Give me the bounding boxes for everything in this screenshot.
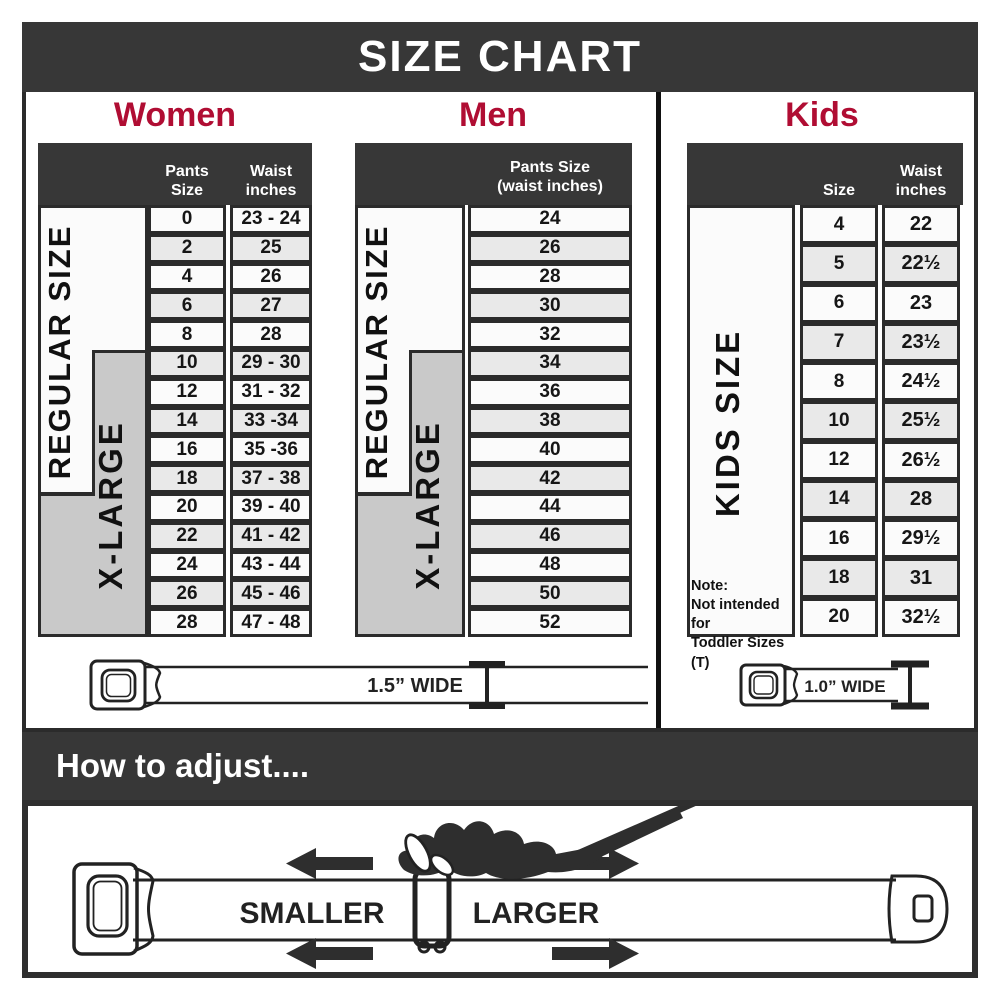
section-divider [656, 92, 661, 728]
table-row [148, 407, 312, 436]
table-cell: 4 [148, 263, 226, 292]
table-row [800, 323, 960, 362]
kids-note: Note: Not intended for Toddler Sizes (T) [691, 578, 785, 671]
table-cell: 46 [468, 522, 632, 551]
table-cell: 20 [148, 493, 226, 522]
men-section-heading: Men [459, 96, 527, 134]
table-cell: 18 [800, 558, 878, 597]
table-cell: 33 -34 [230, 407, 312, 436]
women-pants-size-header: Pants Size [165, 163, 209, 199]
adult-belt-illustration [88, 654, 648, 716]
kids-section-heading: Kids [785, 96, 859, 134]
men-pants-size-header: Pants Size (waist inches) [497, 159, 603, 195]
table-cell: 47 - 48 [230, 608, 312, 637]
table-row [148, 464, 312, 493]
men-size-table [355, 143, 632, 637]
table-cell: 31 - 32 [230, 378, 312, 407]
table-cell: 28 [468, 263, 632, 292]
kids-size-label-box [687, 205, 795, 637]
table-cell: 6 [800, 284, 878, 323]
table-row [800, 362, 960, 401]
table-cell: 6 [148, 291, 226, 320]
table-cell: 7 [800, 323, 878, 362]
table-row [468, 291, 632, 320]
belt-tail-icon [889, 876, 947, 942]
how-to-adjust-bar [22, 732, 978, 800]
table-row [468, 464, 632, 493]
table-cell: 39 - 40 [230, 493, 312, 522]
adult-belt-width-label: 1.5” WIDE [367, 675, 463, 697]
how-to-adjust-heading: How to adjust.... [56, 747, 309, 784]
table-cell: 8 [148, 320, 226, 349]
table-row [148, 435, 312, 464]
table-cell: 12 [148, 378, 226, 407]
men-table-header [355, 143, 632, 205]
main-panel [22, 92, 978, 732]
table-row [148, 263, 312, 292]
table-row [468, 435, 632, 464]
table-cell: 25 [230, 234, 312, 263]
table-cell: 36 [468, 378, 632, 407]
larger-label: LARGER [472, 897, 600, 930]
page-title: SIZE CHART [358, 32, 642, 81]
table-row [468, 263, 632, 292]
table-cell: 37 - 38 [230, 464, 312, 493]
table-row [468, 493, 632, 522]
women-regular-size-label: REGULAR SIZE [42, 224, 77, 480]
table-cell: 48 [468, 551, 632, 580]
women-size-table [38, 143, 312, 637]
men-table-body [468, 205, 632, 637]
table-cell: 38 [468, 407, 632, 436]
table-row [468, 407, 632, 436]
table-row [468, 608, 632, 637]
table-cell: 23 - 24 [230, 205, 312, 234]
women-waist-header: Waist inches [245, 163, 297, 199]
table-cell: 26½ [882, 441, 960, 480]
table-cell: 30 [468, 291, 632, 320]
table-cell: 24 [468, 205, 632, 234]
table-cell: 45 - 46 [230, 579, 312, 608]
women-xlarge-label: X-LARGE [92, 420, 129, 590]
table-cell: 10 [800, 401, 878, 440]
table-cell: 35 -36 [230, 435, 312, 464]
smaller-label: SMALLER [239, 897, 385, 930]
women-size-range-labels [38, 205, 148, 637]
table-cell: 16 [148, 435, 226, 464]
table-row [148, 493, 312, 522]
women-section-heading: Women [113, 96, 237, 134]
table-cell: 4 [800, 205, 878, 244]
kids-belt-illustration [738, 654, 950, 716]
adjust-illustration [28, 806, 972, 972]
table-row [148, 234, 312, 263]
adjust-illustration-box [22, 800, 978, 978]
table-cell: 14 [800, 480, 878, 519]
table-cell: 5 [800, 244, 878, 283]
table-cell: 10 [148, 349, 226, 378]
table-cell: 23 [882, 284, 960, 323]
table-row [468, 234, 632, 263]
kids-belt-width-label: 1.0” WIDE [804, 677, 886, 696]
women-table-header [38, 143, 312, 205]
table-row [800, 441, 960, 480]
kids-waist-header: Waist inches [895, 163, 947, 199]
table-cell: 2 [148, 234, 226, 263]
table-cell: 40 [468, 435, 632, 464]
women-table-body [148, 205, 312, 637]
table-row [800, 519, 960, 558]
table-row [148, 205, 312, 234]
table-cell: 22½ [882, 244, 960, 283]
table-cell: 32 [468, 320, 632, 349]
table-cell: 44 [468, 493, 632, 522]
table-cell: 24 [148, 551, 226, 580]
table-row [800, 401, 960, 440]
table-row [468, 579, 632, 608]
table-row [148, 349, 312, 378]
table-cell: 42 [468, 464, 632, 493]
table-row [468, 522, 632, 551]
table-cell: 26 [468, 234, 632, 263]
table-row [800, 558, 960, 597]
table-cell: 22 [882, 205, 960, 244]
table-cell: 32½ [882, 598, 960, 637]
table-cell: 23½ [882, 323, 960, 362]
table-cell: 20 [800, 598, 878, 637]
table-cell: 0 [148, 205, 226, 234]
table-row [148, 378, 312, 407]
table-row [468, 205, 632, 234]
table-row [148, 522, 312, 551]
table-cell: 29 - 30 [230, 349, 312, 378]
kids-table-header [687, 143, 963, 205]
kids-size-label: KIDS SIZE [709, 328, 746, 518]
table-row [800, 205, 960, 244]
table-cell: 34 [468, 349, 632, 378]
men-size-range-labels [355, 205, 465, 637]
table-row [800, 284, 960, 323]
table-cell: 26 [148, 579, 226, 608]
table-cell: 8 [800, 362, 878, 401]
table-cell: 41 - 42 [230, 522, 312, 551]
table-row [148, 291, 312, 320]
table-row [800, 480, 960, 519]
table-row [800, 598, 960, 637]
table-cell: 12 [800, 441, 878, 480]
title-banner [22, 22, 978, 92]
men-regular-size-label: REGULAR SIZE [359, 224, 394, 480]
table-row [800, 244, 960, 283]
table-cell: 25½ [882, 401, 960, 440]
table-row [468, 378, 632, 407]
men-xlarge-label: X-LARGE [409, 420, 446, 590]
table-cell: 29½ [882, 519, 960, 558]
table-cell: 18 [148, 464, 226, 493]
table-cell: 14 [148, 407, 226, 436]
table-cell: 28 [230, 320, 312, 349]
table-cell: 16 [800, 519, 878, 558]
table-row [468, 551, 632, 580]
hand-icon [398, 806, 696, 879]
table-cell: 24½ [882, 362, 960, 401]
table-cell: 26 [230, 263, 312, 292]
table-row [468, 349, 632, 378]
table-row [148, 608, 312, 637]
kids-size-header: Size [822, 181, 855, 199]
table-row [468, 320, 632, 349]
table-cell: 43 - 44 [230, 551, 312, 580]
table-cell: 31 [882, 558, 960, 597]
table-cell: 22 [148, 522, 226, 551]
table-cell: 27 [230, 291, 312, 320]
table-cell: 28 [148, 608, 226, 637]
table-cell: 52 [468, 608, 632, 637]
table-cell: 50 [468, 579, 632, 608]
kids-table-body [800, 205, 960, 637]
kids-size-table [687, 143, 963, 671]
table-row [148, 551, 312, 580]
table-row [148, 320, 312, 349]
table-row [148, 579, 312, 608]
table-cell: 28 [882, 480, 960, 519]
